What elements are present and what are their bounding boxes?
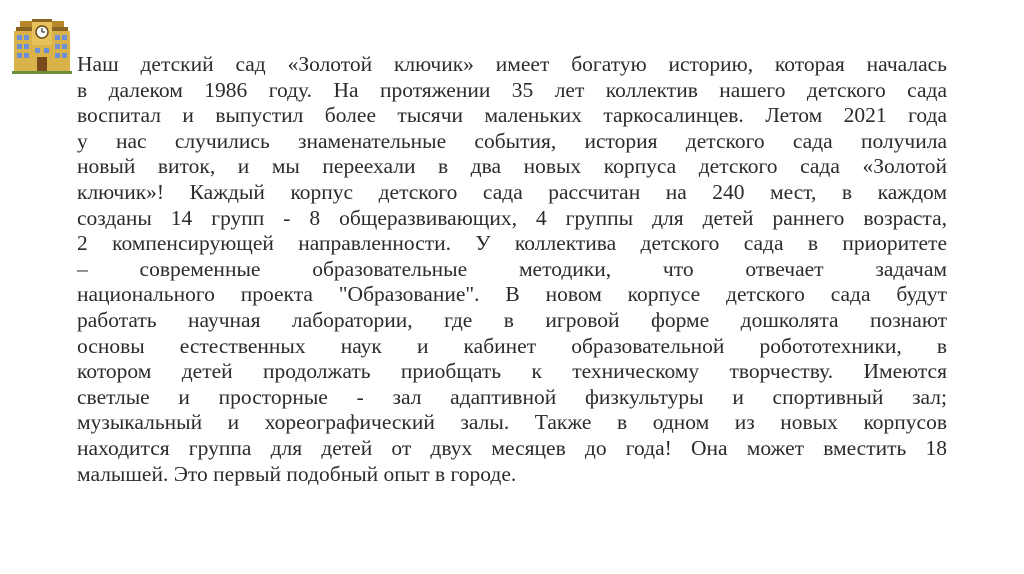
paragraph-line: основы естественных наук и кабинет образовательной робототехники, в <box>77 333 947 358</box>
paragraph-line: музыкальный и хореографический залы. Также в одном из новых корпусов <box>77 410 947 435</box>
kindergarten-building-icon <box>12 17 72 75</box>
paragraph-line: 2 компенсирующей направленности. У коллектива детского сада в приоритете <box>77 231 947 256</box>
paragraph-line: – современные образовательные методики, что отвечает задачам <box>77 256 947 281</box>
paragraph-line: национального проекта "Образование". В новом корпусе детского сада будут <box>77 282 947 307</box>
paragraph-line: воспитал и выпустил более тысячи маленьких таркосалинцев. Летом 2021 года <box>77 103 947 128</box>
paragraph-line: работать научная лаборатории, где в игровой форме дошколята познают <box>77 307 947 332</box>
paragraph-line: у нас случились знаменательные события, история детского сада получила <box>77 128 947 153</box>
paragraph-line: Наш детский сад «Золотой ключик» имеет богатую историю, которая началась <box>77 52 947 76</box>
paragraph-text <box>77 52 947 487</box>
paragraph-line: находится группа для детей от двух месяцев до года! Она может вместить 18 <box>77 435 947 460</box>
paragraph-line: в далеком 1986 году. На протяжении 35 лет коллектив нашего детского сада <box>77 77 947 102</box>
paragraph-line: ключик»! Каждый корпус детского сада рассчитан на 240 мест, в каждом <box>77 179 947 204</box>
paragraph-line: котором детей продолжать приобщать к техническому творчеству. Имеются <box>77 359 947 384</box>
paragraph-line: созданы 14 групп - 8 общеразвивающих, 4 группы для детей раннего возраста, <box>77 205 947 230</box>
paragraph-line: новый виток, и мы переехали в два новых корпуса детского сада «Золотой <box>77 154 947 179</box>
paragraph-line-last: малышей. Это первый подобный опыт в городе. <box>77 461 517 486</box>
paragraph-line: светлые и просторные - зал адаптивной физкультуры и спортивный зал; <box>77 384 947 409</box>
